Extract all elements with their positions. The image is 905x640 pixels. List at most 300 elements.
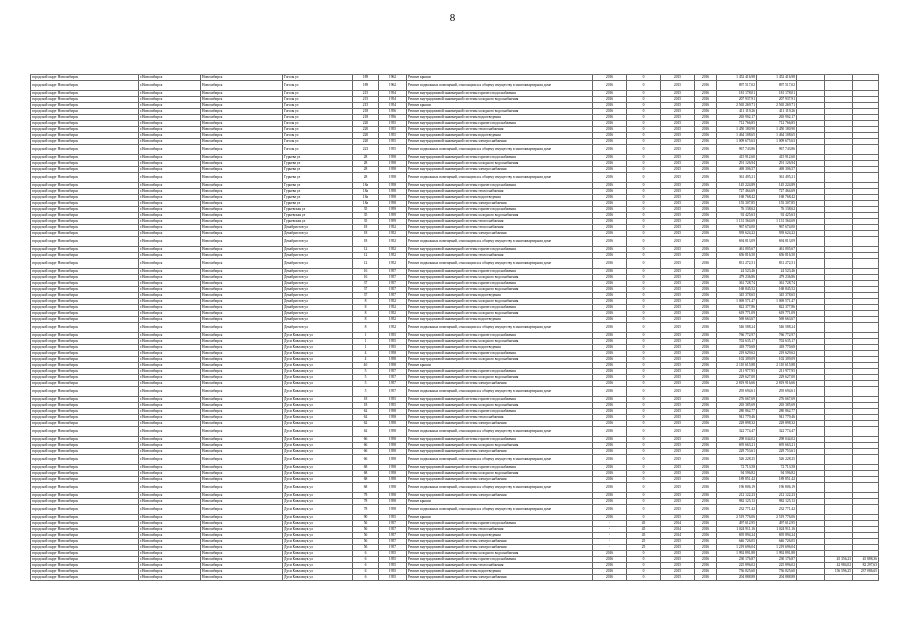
cell-work-type: Ремонт внутридомовой инженерной системы горячего водоснабжения — [407, 155, 593, 161]
cell-street: Дуси Ковальчук ул — [283, 381, 353, 387]
cell-street: Дуси Ковальчук ул — [283, 505, 353, 515]
cell-col-year-a: 2016 — [593, 421, 627, 427]
cell-city: Новосибирск — [201, 427, 283, 437]
cell-col-year-c: 2016 — [695, 287, 717, 293]
cell-city: Новосибирск — [201, 225, 283, 231]
cell-cost-total: 168 845,52 — [717, 287, 757, 293]
cell-cost-total: 2 110 615,88 — [717, 363, 757, 369]
cell-col-count: 0 — [627, 471, 661, 477]
cell-col-year-a: 2016 — [593, 499, 627, 505]
cell-settlement: г.Новосибирск — [139, 415, 201, 421]
cell-col-year-b: 2015 — [661, 75, 695, 81]
cell-build-year: 1957 — [379, 381, 407, 387]
cell-col-count: 0 — [627, 161, 661, 167]
cell-col-count: 0 — [627, 189, 661, 195]
cell-settlement: г.Новосибирск — [139, 145, 201, 155]
cell-work-type: Ремонт внутридомовой инженерной системы электроснабжения — [407, 201, 593, 207]
cell-col-year-a: 2016 — [593, 115, 627, 121]
cell-city: Новосибирск — [201, 167, 283, 173]
cell-municipality: городской округ Новосибирск — [31, 403, 139, 409]
cell-cost-total: 229 753,61 — [717, 449, 757, 455]
table-row — [31, 81, 879, 91]
cell-house-number: 12 — [353, 247, 379, 253]
cell-cost-fund: 967 674,00 — [757, 225, 797, 231]
cell-col-year-c: 2016 — [695, 427, 717, 437]
cell-build-year: 1958 — [379, 477, 407, 483]
cell-col-year-a: 2016 — [593, 449, 627, 455]
cell-col-year-c: 2016 — [695, 115, 717, 121]
cell-work-type: Ремонт внутридомовой инженерной системы горячего водоснабжения — [407, 207, 593, 213]
cell-col-year-b: 2015 — [661, 287, 695, 293]
cell-col-year-c: 2016 — [695, 465, 717, 471]
cell-extra-2 — [825, 259, 853, 269]
cell-municipality: городской округ Новосибирск — [31, 145, 139, 155]
cell-col-year-a: 2016 — [593, 323, 627, 333]
cell-build-year: 1957 — [379, 269, 407, 275]
cell-work-type: Ремонт внутридомовой инженерной системы холодного водоснабжения — [407, 213, 593, 219]
cell-col-count: 0 — [627, 363, 661, 369]
cell-settlement: г.Новосибирск — [139, 427, 201, 437]
cell-work-type: Ремонт внутридомовой инженерной системы горячего водоснабжения — [407, 437, 593, 443]
cell-settlement: г.Новосибирск — [139, 471, 201, 477]
cell-settlement: г.Новосибирск — [139, 75, 201, 81]
cell-work-type: Ремонт внутридомовой инженерной системы водоотведения — [407, 317, 593, 323]
cell-col-year-c: 2016 — [695, 539, 717, 545]
cell-work-type: Ремонт внутридомовой инженерной системы холодного водоснабжения — [407, 109, 593, 115]
cell-street: Гоголя ул — [283, 127, 353, 133]
cell-street: Дуси Ковальчук ул — [283, 533, 353, 539]
cell-house-number: 6 — [353, 551, 379, 557]
cell-city: Новосибирск — [201, 237, 283, 247]
cell-cost-total: 1 452 416,98 — [717, 75, 757, 81]
cell-col-year-c: 2016 — [695, 299, 717, 305]
cell-extra-3 — [853, 505, 879, 515]
cell-street: Дуси Ковальчук ул — [283, 569, 353, 575]
cell-extra-2 — [825, 455, 853, 465]
cell-col-year-c: 2016 — [695, 483, 717, 493]
cell-work-type: Ремонт внутридомовой инженерной системы холодного водоснабжения — [407, 275, 593, 281]
cell-city: Новосибирск — [201, 575, 283, 581]
cell-municipality: городской округ Новосибирск — [31, 397, 139, 403]
cell-build-year: 1958 — [379, 357, 407, 363]
cell-col-year-a: 2016 — [593, 465, 627, 471]
cell-settlement: г.Новосибирск — [139, 237, 201, 247]
cell-house-number: 28 — [353, 173, 379, 183]
cell-col-year-c: 2016 — [695, 471, 717, 477]
cell-settlement: г.Новосибирск — [139, 247, 201, 253]
cell-col-count: 0 — [627, 415, 661, 421]
cell-municipality: городской округ Новосибирск — [31, 465, 139, 471]
cell-col-year-a: 2016 — [593, 121, 627, 127]
cell-street: Гурьева ул — [283, 155, 353, 161]
cell-build-year: 1956 — [379, 115, 407, 121]
cell-street: Дуси Ковальчук ул — [283, 465, 353, 471]
cell-city: Новосибирск — [201, 275, 283, 281]
cell-municipality: городской округ Новосибирск — [31, 189, 139, 195]
cell-cost-fund: 280 862,77 — [757, 409, 797, 415]
cell-cost-fund: 461 805,67 — [757, 247, 797, 253]
cell-work-type: Ремонт внутридомовой инженерной системы электроснабжения — [407, 449, 593, 455]
cell-municipality: городской округ Новосибирск — [31, 167, 139, 173]
cell-municipality: городской округ Новосибирск — [31, 155, 139, 161]
cell-build-year: 1955 — [379, 145, 407, 155]
cell-col-count: 0 — [627, 201, 661, 207]
cell-extra-2 — [825, 387, 853, 397]
cell-city: Новосибирск — [201, 443, 283, 449]
cell-municipality: городской округ Новосибирск — [31, 195, 139, 201]
cell-col-count: 0 — [627, 231, 661, 237]
cell-col-count: 0 — [627, 237, 661, 247]
cell-street: Декабристов ул — [283, 231, 353, 237]
cell-col-year-a: 2016 — [593, 397, 627, 403]
cell-work-type: Ремонт внутридомовой инженерной системы холодного водоснабжения — [407, 551, 593, 557]
cell-city: Новосибирск — [201, 345, 283, 351]
cell-city: Новосибирск — [201, 493, 283, 499]
cell-col-year-c: 2016 — [695, 443, 717, 449]
cell-street: Дуси Ковальчук ул — [283, 471, 353, 477]
cell-municipality: городской округ Новосибирск — [31, 363, 139, 369]
cell-col-year-b: 2015 — [661, 557, 695, 563]
cell-street: Дуси Ковальчук ул — [283, 333, 353, 339]
cell-cost-total: 469 306,57 — [717, 167, 757, 173]
cell-city: Новосибирск — [201, 189, 283, 195]
cell-city: Новосибирск — [201, 219, 283, 225]
cell-build-year: 1955 — [379, 403, 407, 409]
cell-cost-total: 766 772,97 — [717, 333, 757, 339]
cell-extra-1 — [797, 145, 825, 155]
cell-settlement: г.Новосибирск — [139, 81, 201, 91]
cell-col-year-c: 2016 — [695, 381, 717, 387]
cell-house-number: 223 — [353, 145, 379, 155]
cell-cost-fund: 479 236,86 — [757, 275, 797, 281]
cell-col-year-a: 2016 — [593, 505, 627, 515]
cell-col-count: 0 — [627, 269, 661, 275]
cell-city: Новосибирск — [201, 477, 283, 483]
cell-settlement: г.Новосибирск — [139, 299, 201, 305]
cell-col-year-b: 2015 — [661, 375, 695, 381]
cell-col-year-c: 2016 — [695, 397, 717, 403]
cell-street: Декабристов ул — [283, 281, 353, 287]
cell-col-year-a: 2016 — [593, 357, 627, 363]
cell-cost-total: 24 523,46 — [717, 269, 757, 275]
cell-house-number: 68 — [353, 483, 379, 493]
cell-work-type: Ремонт внутридомовой инженерной системы горячего водоснабжения — [407, 91, 593, 97]
cell-settlement: г.Новосибирск — [139, 305, 201, 311]
cell-municipality: городской округ Новосибирск — [31, 483, 139, 493]
cell-col-year-b: 2015 — [661, 465, 695, 471]
cell-col-year-c: 2016 — [695, 231, 717, 237]
cell-cost-fund: 546 588,24 — [757, 323, 797, 333]
cell-build-year: 1959 — [379, 219, 407, 225]
cell-build-year: 1958 — [379, 455, 407, 465]
cell-house-number: 18а — [353, 183, 379, 189]
cell-house-number: 6 — [353, 557, 379, 563]
cell-settlement: г.Новосибирск — [139, 275, 201, 281]
cell-city: Новосибирск — [201, 563, 283, 569]
cell-col-year-b: 2014 — [661, 533, 695, 539]
cell-house-number: 28 — [353, 155, 379, 161]
cell-col-count: 45 — [627, 533, 661, 539]
cell-col-year-a: 2016 — [593, 75, 627, 81]
cell-city: Новосибирск — [201, 515, 283, 521]
cell-street: Гоголя ул — [283, 91, 353, 97]
cell-street: Гурьевская ул — [283, 207, 353, 213]
cell-settlement: г.Новосибирск — [139, 345, 201, 351]
cell-col-count: 0 — [627, 477, 661, 483]
cell-city: Новосибирск — [201, 317, 283, 323]
cell-col-year-a: 2016 — [593, 557, 627, 563]
cell-build-year: 1957 — [379, 281, 407, 287]
cell-build-year: 1955 — [379, 127, 407, 133]
cell-extra-3 — [853, 483, 879, 493]
cell-col-year-c: 2016 — [695, 219, 717, 225]
cell-house-number: 56 — [353, 545, 379, 551]
cell-col-year-a: 2016 — [593, 443, 627, 449]
cell-col-year-a: 2016 — [593, 375, 627, 381]
cell-build-year: 1958 — [379, 415, 407, 421]
cell-col-year-a: 2016 — [593, 305, 627, 311]
cell-street: Декабристов ул — [283, 253, 353, 259]
cell-house-number: 1 — [353, 345, 379, 351]
cell-build-year: 1958 — [379, 195, 407, 201]
cell-municipality: городской округ Новосибирск — [31, 253, 139, 259]
cell-settlement: г.Новосибирск — [139, 527, 201, 533]
cell-cost-total: 232 771,42 — [717, 505, 757, 515]
cell-col-year-c: 2016 — [695, 357, 717, 363]
cell-street: Дуси Ковальчук ул — [283, 339, 353, 345]
cell-settlement: г.Новосибирск — [139, 539, 201, 545]
cell-work-type: Ремонт внутридомовой инженерной системы горячего водоснабжения — [407, 397, 593, 403]
cell-col-year-b: 2015 — [661, 259, 695, 269]
cell-cost-fund: 1 024 911,16 — [757, 527, 797, 533]
cell-city: Новосибирск — [201, 91, 283, 97]
cell-city: Новосибирск — [201, 305, 283, 311]
cell-extra-2 — [825, 173, 853, 183]
cell-cost-fund: 229 753,61 — [757, 449, 797, 455]
cell-col-count: 25 — [627, 539, 661, 545]
cell-col-year-c: 2016 — [695, 375, 717, 381]
cell-cost-fund: 941 779,46 — [757, 415, 797, 421]
cell-house-number: 6 — [353, 575, 379, 581]
cell-col-year-c: 2016 — [695, 225, 717, 231]
cell-cost-total: 712 766,85 — [717, 121, 757, 127]
cell-municipality: городской округ Новосибирск — [31, 133, 139, 139]
cell-col-year-b: 2015 — [661, 201, 695, 207]
cell-street: Декабристов ул — [283, 259, 353, 269]
cell-municipality: городской округ Новосибирск — [31, 575, 139, 581]
cell-col-year-c: 2016 — [695, 91, 717, 97]
cell-col-year-b: 2015 — [661, 91, 695, 97]
cell-street: Декабристов ул — [283, 275, 353, 281]
cell-col-year-c: 2016 — [695, 323, 717, 333]
cell-col-year-c: 2016 — [695, 189, 717, 195]
cell-col-year-a: 2016 — [593, 387, 627, 397]
cell-col-year-a: 2016 — [593, 317, 627, 323]
cell-col-year-b: 2015 — [661, 403, 695, 409]
cell-col-year-b: 2015 — [661, 161, 695, 167]
cell-col-count: 0 — [627, 133, 661, 139]
cell-cost-total: 982 125,13 — [717, 499, 757, 505]
cell-col-count: 0 — [627, 427, 661, 437]
cell-cost-total: 181 178,01 — [717, 91, 757, 97]
cell-build-year: 1952 — [379, 311, 407, 317]
table-row — [31, 323, 879, 333]
cell-city: Новосибирск — [201, 357, 283, 363]
cell-col-year-c: 2016 — [695, 545, 717, 551]
cell-work-type: Ремонт подвальных помещений, относящихся к общему имуществу в многоквартирном доме — [407, 81, 593, 91]
register-table-wrap — [30, 74, 878, 581]
cell-build-year: 1958 — [379, 155, 407, 161]
cell-work-type: Ремонт внутридомовой инженерной системы электроснабжения — [407, 545, 593, 551]
cell-work-type: Ремонт внутридомовой инженерной системы холодного водоснабжения — [407, 357, 593, 363]
cell-house-number: 18 — [353, 237, 379, 247]
cell-cost-fund: 967 743,86 — [757, 145, 797, 155]
cell-settlement: г.Новосибирск — [139, 189, 201, 195]
cell-settlement: г.Новосибирск — [139, 201, 201, 207]
cell-cost-fund: 94 596,82 — [757, 471, 797, 477]
cell-city: Новосибирск — [201, 505, 283, 515]
cell-col-year-b: 2015 — [661, 539, 695, 545]
cell-col-year-b: 2015 — [661, 443, 695, 449]
cell-house-number: 1 — [353, 339, 379, 345]
cell-col-year-a: 2016 — [593, 575, 627, 581]
cell-house-number: 68 — [353, 471, 379, 477]
cell-cost-total: 361 495,21 — [717, 173, 757, 183]
cell-settlement: г.Новосибирск — [139, 505, 201, 515]
cell-col-year-a: - — [593, 545, 627, 551]
cell-col-count: 0 — [627, 91, 661, 97]
cell-col-year-c: 2016 — [695, 317, 717, 323]
cell-build-year: 1958 — [379, 201, 407, 207]
cell-extra-2: 42 984,02 — [825, 563, 853, 569]
cell-col-year-b: 2015 — [661, 483, 695, 493]
cell-col-year-b: 2015 — [661, 305, 695, 311]
cell-house-number: 220 — [353, 133, 379, 139]
cell-municipality: городской округ Новосибирск — [31, 219, 139, 225]
cell-col-count: 0 — [627, 253, 661, 259]
cell-build-year: 1958 — [379, 443, 407, 449]
cell-build-year: 1958 — [379, 465, 407, 471]
cell-street: Гурьевская ул — [283, 213, 353, 219]
cell-settlement: г.Новосибирск — [139, 259, 201, 269]
cell-col-year-c: 2016 — [695, 139, 717, 145]
cell-col-year-a: 2016 — [593, 109, 627, 115]
cell-work-type: Ремонт внутридомовой инженерной системы холодного водоснабжения — [407, 443, 593, 449]
cell-extra-1 — [797, 237, 825, 247]
cell-cost-total: 168 768,42 — [717, 195, 757, 201]
cell-work-type: Ремонт внутридомовой инженерной системы горячего водоснабжения — [407, 465, 593, 471]
cell-settlement: г.Новосибирск — [139, 127, 201, 133]
cell-col-year-a: 2016 — [593, 281, 627, 287]
cell-city: Новосибирск — [201, 471, 283, 477]
cell-cost-total: 695 663,21 — [717, 443, 757, 449]
cell-settlement: г.Новосибирск — [139, 499, 201, 505]
cell-build-year: 1962 — [379, 81, 407, 91]
cell-cost-fund: 415 912,60 — [757, 155, 797, 161]
cell-cost-fund: 219 629,62 — [757, 351, 797, 357]
cell-settlement: г.Новосибирск — [139, 493, 201, 499]
cell-municipality: городской округ Новосибирск — [31, 269, 139, 275]
cell-settlement: г.Новосибирск — [139, 455, 201, 465]
cell-house-number: 16 — [353, 269, 379, 275]
cell-work-type: Ремонт внутридомовой инженерной системы теплоснабжения — [407, 415, 593, 421]
cell-col-year-a: 2016 — [593, 167, 627, 173]
cell-municipality: городской округ Новосибирск — [31, 533, 139, 539]
cell-col-count: 0 — [627, 287, 661, 293]
cell-cost-total: 569 663,67 — [717, 317, 757, 323]
cell-settlement: г.Новосибирск — [139, 225, 201, 231]
cell-street: Гурьевская ул — [283, 219, 353, 225]
cell-city: Новосибирск — [201, 323, 283, 333]
cell-col-count: 0 — [627, 443, 661, 449]
cell-settlement: г.Новосибирск — [139, 563, 201, 569]
cell-house-number: 66 — [353, 443, 379, 449]
cell-cost-fund: 1 992 891,88 — [757, 551, 797, 557]
cell-cost-total: 196 806,19 — [717, 483, 757, 493]
cell-cost-fund: 155 307,85 — [757, 201, 797, 207]
cell-cost-fund: 181 178,01 — [757, 91, 797, 97]
cell-col-year-c: 2016 — [695, 293, 717, 299]
cell-col-count: 0 — [627, 515, 661, 521]
cell-street: Декабристов ул — [283, 317, 353, 323]
cell-cost-total: 298 044,02 — [717, 437, 757, 443]
cell-col-year-c: 2016 — [695, 81, 717, 91]
cell-cost-fund: 469 306,57 — [757, 167, 797, 173]
cell-col-year-c: 2016 — [695, 281, 717, 287]
cell-city: Новосибирск — [201, 415, 283, 421]
cell-house-number: 4б — [353, 363, 379, 369]
cell-city: Новосибирск — [201, 121, 283, 127]
cell-cost-fund: 2 819 916,66 — [757, 381, 797, 387]
cell-settlement: г.Новосибирск — [139, 231, 201, 237]
cell-work-type: Ремонт внутридомовой инженерной системы водоотведения — [407, 195, 593, 201]
cell-house-number: 4 — [353, 357, 379, 363]
cell-settlement: г.Новосибирск — [139, 449, 201, 455]
cell-cost-fund: 982 125,13 — [757, 499, 797, 505]
cell-col-year-a: 2016 — [593, 437, 627, 443]
cell-work-type: Ремонт внутридомовой инженерной системы горячего водоснабжения — [407, 305, 593, 311]
cell-street: Гурьева ул — [283, 189, 353, 195]
cell-col-year-b: 2015 — [661, 449, 695, 455]
cell-col-year-a: 2016 — [593, 427, 627, 437]
cell-col-year-b: 2015 — [661, 455, 695, 465]
cell-street: Дуси Ковальчук ул — [283, 363, 353, 369]
cell-build-year: 1952 — [379, 247, 407, 253]
cell-municipality: городской округ Новосибирск — [31, 237, 139, 247]
cell-col-year-b: 2015 — [661, 397, 695, 403]
cell-city: Новосибирск — [201, 403, 283, 409]
cell-city: Новосибирск — [201, 569, 283, 575]
cell-col-count: 0 — [627, 421, 661, 427]
cell-col-year-b: 2015 — [661, 363, 695, 369]
cell-build-year: 1955 — [379, 139, 407, 145]
cell-house-number: 5 — [353, 387, 379, 397]
cell-cost-total: 229 898,32 — [717, 421, 757, 427]
cell-build-year: 1955 — [379, 133, 407, 139]
cell-col-count: 0 — [627, 75, 661, 81]
cell-col-year-a: 2016 — [593, 133, 627, 139]
cell-municipality: городской округ Новосибирск — [31, 115, 139, 121]
cell-cost-total: 219 629,62 — [717, 351, 757, 357]
cell-col-year-b: 2015 — [661, 103, 695, 109]
cell-cost-total: 646 726,05 — [717, 539, 757, 545]
cell-settlement: г.Новосибирск — [139, 381, 201, 387]
cell-col-year-c: 2016 — [695, 363, 717, 369]
cell-cost-fund: 766 772,97 — [757, 333, 797, 339]
cell-settlement: г.Новосибирск — [139, 421, 201, 427]
cell-city: Новосибирск — [201, 127, 283, 133]
cell-settlement: г.Новосибирск — [139, 173, 201, 183]
